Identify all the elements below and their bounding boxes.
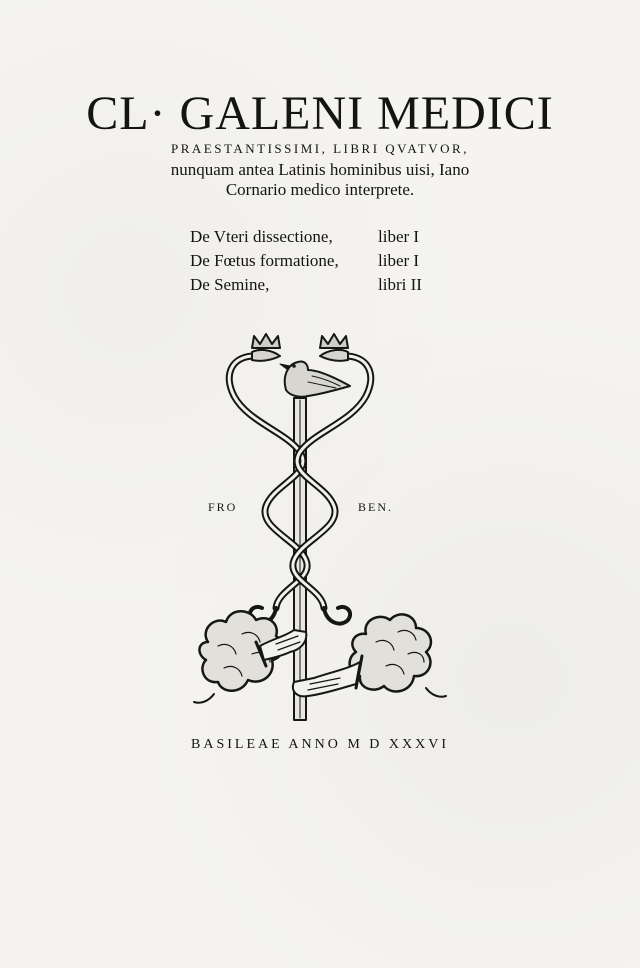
contents-item-title: De Vteri dissectione, [190, 227, 333, 246]
contents-list [190, 225, 450, 297]
contents-item [190, 273, 450, 297]
printer-mark-right-label: BEN. [358, 500, 393, 514]
printer-mark-left-label: FRO [208, 500, 238, 514]
contents-item-title: De Semine, [190, 275, 270, 294]
description-line-1: nunquam antea Latinis hominibus uisi, Iano [170, 160, 470, 179]
book-title: CL· GALENI MEDICI [86, 87, 554, 140]
book-subtitle: PRAESTANTISSIMI, LIBRI QVATVOR, [171, 141, 469, 156]
contents-item-liber: liber I [378, 227, 420, 246]
contents-item-title: De Fœtus formatione, [190, 251, 339, 270]
contents-item [190, 225, 450, 249]
caduceus-printer-mark-icon [190, 316, 450, 726]
contents-item-liber: liber I [378, 251, 420, 270]
description-line-2: Cornario medico interprete. [225, 180, 415, 199]
contents-item-liber: libri II [378, 275, 422, 294]
imprint-line: BASILEAE ANNO M D XXXVI [191, 737, 449, 752]
contents-item [190, 249, 450, 273]
